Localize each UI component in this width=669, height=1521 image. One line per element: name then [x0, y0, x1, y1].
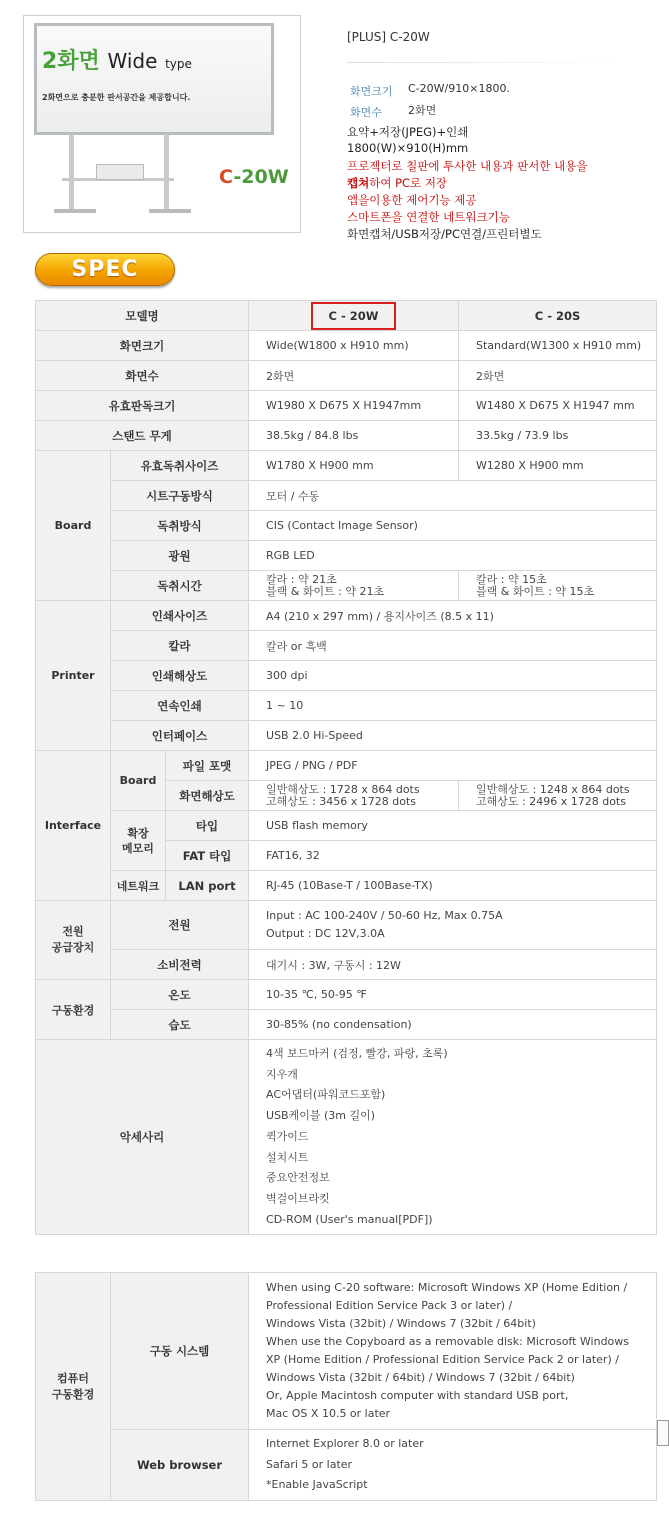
row-label: 연속인쇄 — [111, 691, 249, 721]
model-label: C-20W — [219, 166, 289, 188]
model-header: 모델명 — [36, 301, 249, 331]
cell-value: RJ-45 (10Base-T / 100Base-TX) — [249, 871, 657, 901]
cell-value: 칼라 : 약 15초 블랙 & 화이트 : 약 15초 — [459, 571, 657, 601]
cell-value: 2화면 — [249, 361, 459, 391]
row-label: 타입 — [166, 811, 249, 841]
cell-value: A4 (210 x 297 mm) / 용지사이즈 (8.5 x 11) — [249, 601, 657, 631]
col-header-w — [249, 301, 459, 331]
os-requirements: When using C-20 software: Microsoft Windows XP (Home Edition / Professional Edition Service Pack 3 or later) / Windows Vista (32bit) / Windows 7 (32bit / 64bit) When use the Copyboard as a removable disk: Microsoft Windows XP (Home Edition / Professional Edition Service Pack 2 or later) / Windows Vista (32bit / 64bit) / Windows 7 (32bit / 64bit) Or, Apple Macintosh computer with standard USB port, Mac OS X 10.5 or later — [249, 1273, 657, 1430]
stand-leg — [69, 134, 74, 212]
row-label: 전원 — [111, 901, 249, 950]
stand-foot — [54, 209, 96, 213]
cell-value: 칼라 : 약 21초 블랙 & 화이트 : 약 21초 — [249, 571, 459, 601]
cell-value: W1980 X D675 X H1947mm — [249, 391, 459, 421]
stand-foot — [149, 209, 191, 213]
cell-value: CIS (Contact Image Sensor) — [249, 511, 657, 541]
row-label: 유효판독크기 — [36, 391, 249, 421]
row-label: 구동 시스템 — [111, 1273, 249, 1430]
cell-value: 모터 / 수동 — [249, 481, 657, 511]
whiteboard-graphic — [34, 23, 274, 135]
cell-value: 2화면 — [459, 361, 657, 391]
board-title: 2화면 Wide type — [42, 49, 192, 74]
cell-value: Input : AC 100-240V / 50-60 Hz, Max 0.75A Output : DC 12V,3.0A — [249, 901, 657, 950]
row-label: 독취시간 — [111, 571, 249, 601]
feature-line: 스마트폰을 연결한 네트워크기능 — [347, 210, 510, 224]
divider — [347, 62, 627, 63]
group-label: 구동환경 — [36, 980, 111, 1040]
group-label: Interface — [36, 751, 111, 901]
row-label: Web browser — [111, 1430, 249, 1501]
subgroup-label: 확장 메모리 — [111, 811, 166, 871]
cell-value: RGB LED — [249, 541, 657, 571]
row-label: 인쇄사이즈 — [111, 601, 249, 631]
browser-requirements: Internet Explorer 8.0 or later Safari 5 or later *Enable JavaScript — [249, 1430, 657, 1501]
row-label: 인쇄해상도 — [111, 661, 249, 691]
product-title: [PLUS] C-20W — [347, 30, 430, 44]
row-label: 습도 — [111, 1010, 249, 1040]
cell-value: JPEG / PNG / PDF — [249, 751, 657, 781]
cell-value: 일반해상도 : 1248 x 864 dots 고해상도 : 2496 x 1728 dots — [459, 781, 657, 811]
feature-line: 1800(W)×910(H)mm — [347, 141, 469, 155]
feature-line: 화면캡쳐/USB저장/PC연결/프린터별도 — [347, 227, 542, 241]
cell-value: Standard(W1300 x H910 mm) — [459, 331, 657, 361]
cell-value: FAT16, 32 — [249, 841, 657, 871]
highlighted-model: C - 20W — [311, 302, 397, 330]
cell-value: 38.5kg / 84.8 lbs — [249, 421, 459, 451]
row-label: FAT 타입 — [166, 841, 249, 871]
cell-value: W1280 X H900 mm — [459, 451, 657, 481]
row-label: 스탠드 무게 — [36, 421, 249, 451]
cell-value: 1 ~ 10 — [249, 691, 657, 721]
product-image — [23, 15, 301, 233]
subgroup-label: Board — [111, 751, 166, 811]
printer-graphic — [96, 164, 144, 180]
screens-value: 2화면 — [408, 104, 437, 117]
row-label: 화면해상도 — [166, 781, 249, 811]
screens-label: 화면수 — [350, 106, 382, 119]
board-subtitle: 2화면으로 충분한 판서공간을 제공합니다. — [42, 93, 191, 102]
feature-line: 앱을이용한 제어기능 제공 — [347, 193, 477, 207]
row-label: 시트구동방식 — [111, 481, 249, 511]
spec-button[interactable]: SPEC — [35, 253, 175, 286]
cell-value: W1480 X D675 X H1947 mm — [459, 391, 657, 421]
row-label: 악세사리 — [36, 1040, 249, 1235]
group-label: 컴퓨터 구동환경 — [36, 1273, 111, 1501]
row-label: 독취방식 — [111, 511, 249, 541]
cell-value: Wide(W1800 x H910 mm) — [249, 331, 459, 361]
row-label: 화면크기 — [36, 331, 249, 361]
cell-value: 칼라 or 흑백 — [249, 631, 657, 661]
col-header-s: C - 20S — [459, 301, 657, 331]
cell-value: W1780 X H900 mm — [249, 451, 459, 481]
scroll-handle[interactable] — [657, 1420, 669, 1446]
row-label: 유효독취사이즈 — [111, 451, 249, 481]
group-label: 전원 공급장치 — [36, 901, 111, 980]
spec-table — [35, 300, 657, 1235]
feature-line: 요약+저장(JPEG)+인쇄 — [347, 125, 469, 139]
row-label: 파일 포맷 — [166, 751, 249, 781]
feature-line: 프로젝터로 칠판에 투사한 내용과 판서한 내용을 — [347, 159, 588, 173]
cell-value: 33.5kg / 73.9 lbs — [459, 421, 657, 451]
subgroup-label: 네트워크 — [111, 871, 166, 901]
stand-leg — [164, 134, 169, 212]
size-label: 화면크기 — [350, 85, 393, 98]
row-label: 소비전력 — [111, 950, 249, 980]
accessories-list: 4색 보드마커 (검정, 빨강, 파랑, 초록) 지우개 AC어댑터(파워코드포함) USB케이블 (3m 길이) 퀵가이드 설치시트 중요안전정보 벽걸이브라킷 CD-ROM (User's manual[PDF]) — [249, 1040, 657, 1235]
feature-line: 캡쳐하여 PC로 저장 — [347, 176, 448, 190]
row-label: LAN port — [166, 871, 249, 901]
size-value: C-20W/910×1800. — [408, 82, 510, 95]
row-label: 광원 — [111, 541, 249, 571]
cell-value: 10-35 ℃, 50-95 ℉ — [249, 980, 657, 1010]
row-label: 인터페이스 — [111, 721, 249, 751]
cell-value: 일반해상도 : 1728 x 864 dots 고해상도 : 3456 x 1728 dots — [249, 781, 459, 811]
group-label: Printer — [36, 601, 111, 751]
row-label: 칼라 — [111, 631, 249, 661]
cell-value: 대기시 : 3W, 구동시 : 12W — [249, 950, 657, 980]
row-label: 화면수 — [36, 361, 249, 391]
computer-env-table — [35, 1272, 657, 1501]
cell-value: USB 2.0 Hi-Speed — [249, 721, 657, 751]
row-label: 온도 — [111, 980, 249, 1010]
cell-value: 30-85% (no condensation) — [249, 1010, 657, 1040]
cell-value: 300 dpi — [249, 661, 657, 691]
group-label: Board — [36, 451, 111, 601]
cell-value: USB flash memory — [249, 811, 657, 841]
